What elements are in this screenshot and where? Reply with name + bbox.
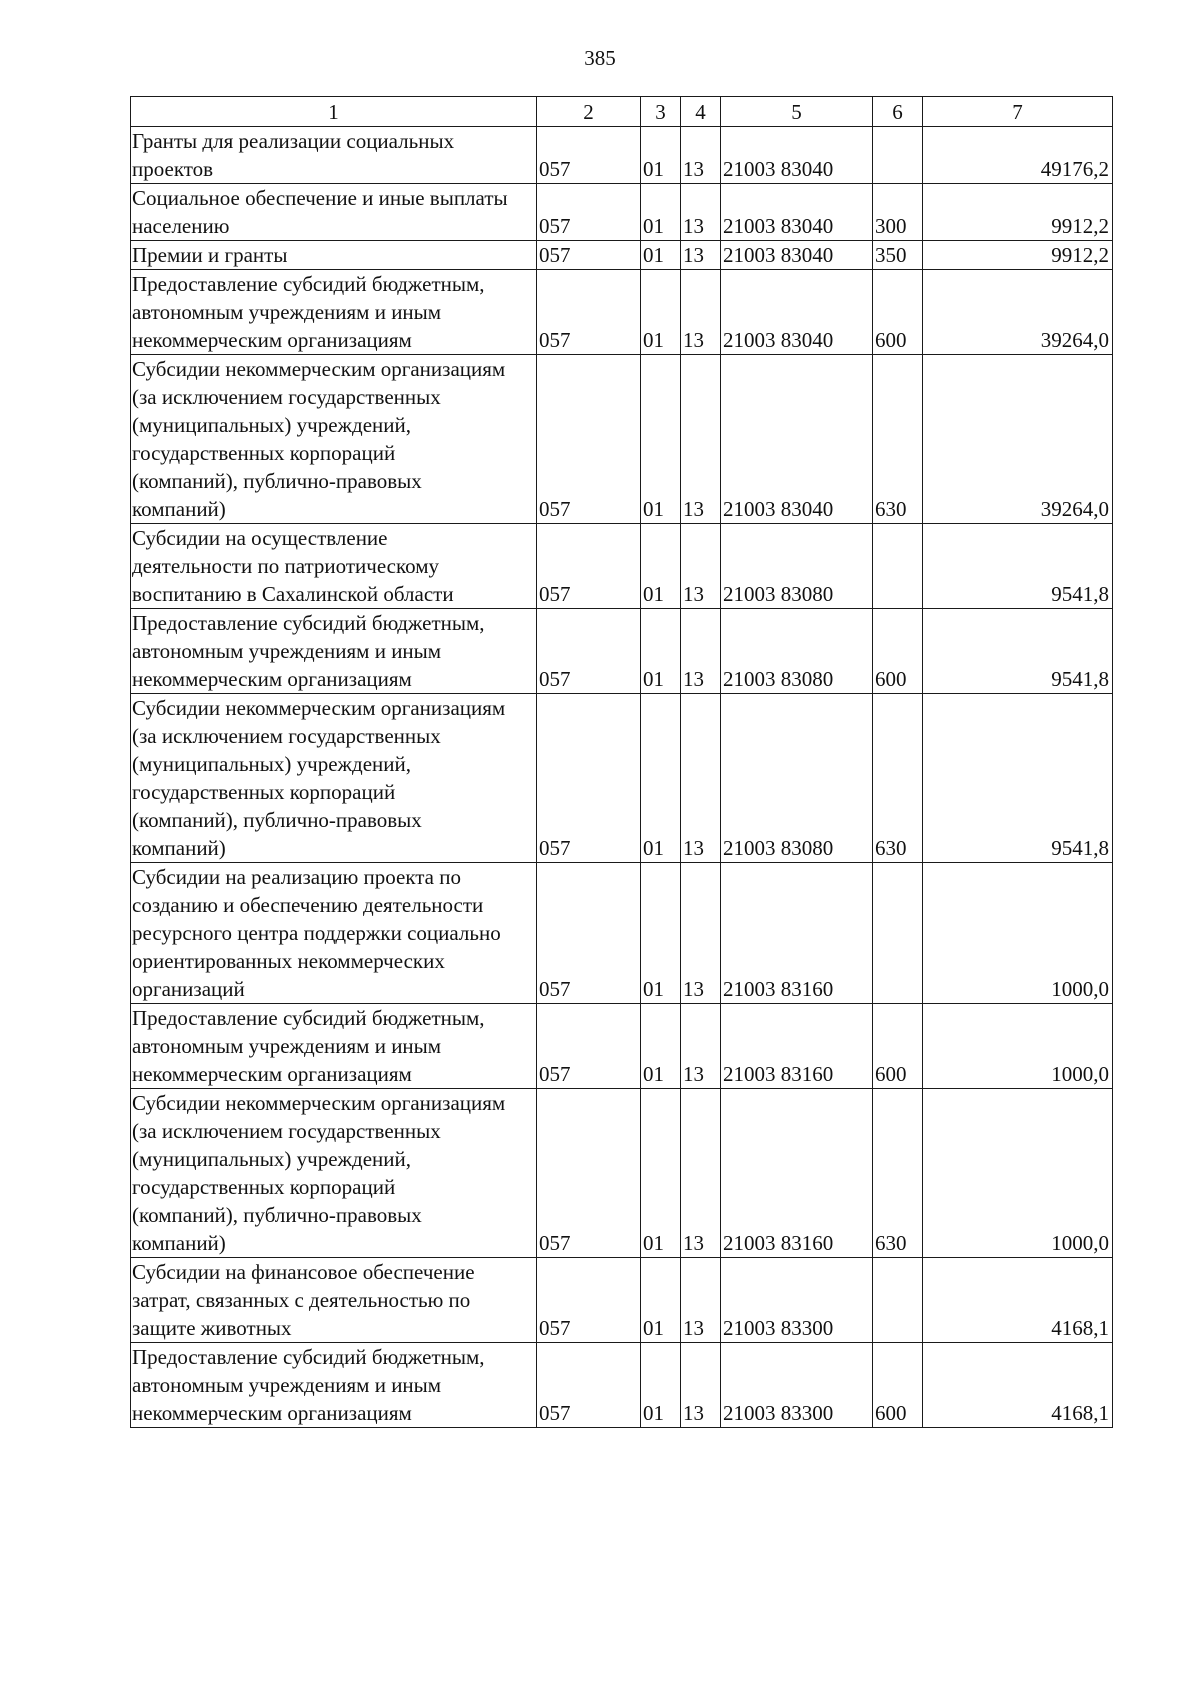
page-number: 385: [584, 46, 616, 70]
row-ministry-code: 057: [537, 1343, 641, 1428]
row-ministry-code: 057: [537, 127, 641, 184]
row-section-code: 01: [641, 1089, 681, 1258]
row-ministry-code: 057: [537, 270, 641, 355]
row-target-article-code: 21003 83040: [721, 184, 873, 241]
row-target-article-code: 21003 83300: [721, 1343, 873, 1428]
row-target-article-code: 21003 83040: [721, 270, 873, 355]
row-amount: 39264,0: [923, 270, 1113, 355]
row-subsection-code: 13: [681, 1258, 721, 1343]
header-row: [131, 97, 1113, 127]
row-name: Субсидии на осуществление деятельности по патриотическому воспитанию в Сахалинской области: [131, 524, 537, 609]
row-target-article-code: 21003 83300: [721, 1258, 873, 1343]
row-subsection-code: 13: [681, 241, 721, 270]
table-row: [131, 609, 1113, 694]
row-ministry-code: 057: [537, 1004, 641, 1089]
row-expense-type-code: 350: [873, 241, 923, 270]
row-section-code: 01: [641, 863, 681, 1004]
row-subsection-code: 13: [681, 1004, 721, 1089]
row-name: Субсидии на финансовое обеспечение затрат, связанных с деятельностью по защите животных: [131, 1258, 537, 1343]
row-ministry-code: 057: [537, 355, 641, 524]
row-amount: 9541,8: [923, 694, 1113, 863]
row-section-code: 01: [641, 1004, 681, 1089]
table-row: [131, 1089, 1113, 1258]
row-name: Субсидии некоммерческим организациям (за исключением государственных (муниципальных) учреждений, государственных корпораций (компаний), публично-правовых компаний): [131, 694, 537, 863]
row-expense-type-code: 630: [873, 694, 923, 863]
row-expense-type-code: 630: [873, 1089, 923, 1258]
table-body: [131, 127, 1113, 1428]
row-subsection-code: 13: [681, 1089, 721, 1258]
row-expense-type-code: 600: [873, 1343, 923, 1428]
row-ministry-code: 057: [537, 1258, 641, 1343]
row-subsection-code: 13: [681, 609, 721, 694]
row-amount: 1000,0: [923, 1089, 1113, 1258]
row-amount: 4168,1: [923, 1343, 1113, 1428]
header-col-3: 3: [641, 97, 681, 127]
row-amount: 9912,2: [923, 241, 1113, 270]
row-subsection-code: 13: [681, 355, 721, 524]
header-col-2: 2: [537, 97, 641, 127]
table-row: [131, 127, 1113, 184]
row-expense-type-code: 600: [873, 1004, 923, 1089]
row-section-code: 01: [641, 270, 681, 355]
row-name: Субсидии на реализацию проекта по созданию и обеспечению деятельности ресурсного центра поддержки социально ориентированных некоммерческих организаций: [131, 863, 537, 1004]
row-target-article-code: 21003 83040: [721, 355, 873, 524]
table-row: [131, 1343, 1113, 1428]
row-subsection-code: 13: [681, 184, 721, 241]
header-col-1: 1: [131, 97, 537, 127]
row-name: Предоставление субсидий бюджетным, автономным учреждениям и иным некоммерческим организациям: [131, 1004, 537, 1089]
row-section-code: 01: [641, 609, 681, 694]
row-target-article-code: 21003 83160: [721, 1089, 873, 1258]
row-amount: 1000,0: [923, 1004, 1113, 1089]
row-expense-type-code: 300: [873, 184, 923, 241]
row-subsection-code: 13: [681, 270, 721, 355]
row-subsection-code: 13: [681, 1343, 721, 1428]
table-row: [131, 355, 1113, 524]
row-expense-type-code: [873, 524, 923, 609]
row-ministry-code: 057: [537, 1089, 641, 1258]
table-row: [131, 184, 1113, 241]
table-header: [131, 97, 1113, 127]
row-ministry-code: 057: [537, 694, 641, 863]
header-col-7: 7: [923, 97, 1113, 127]
row-name: Социальное обеспечение и иные выплаты населению: [131, 184, 537, 241]
row-name: Предоставление субсидий бюджетным, автономным учреждениям и иным некоммерческим организациям: [131, 609, 537, 694]
row-name: Предоставление субсидий бюджетным, автономным учреждениям и иным некоммерческим организациям: [131, 270, 537, 355]
row-section-code: 01: [641, 184, 681, 241]
row-expense-type-code: [873, 863, 923, 1004]
row-section-code: 01: [641, 694, 681, 863]
row-amount: 9541,8: [923, 609, 1113, 694]
row-expense-type-code: 630: [873, 355, 923, 524]
table-row: [131, 241, 1113, 270]
row-name: Гранты для реализации социальных проектов: [131, 127, 537, 184]
row-expense-type-code: 600: [873, 609, 923, 694]
row-amount: 49176,2: [923, 127, 1113, 184]
row-amount: 39264,0: [923, 355, 1113, 524]
row-name: Субсидии некоммерческим организациям (за исключением государственных (муниципальных) учреждений, государственных корпораций (компаний), публично-правовых компаний): [131, 1089, 537, 1258]
row-section-code: 01: [641, 524, 681, 609]
row-section-code: 01: [641, 355, 681, 524]
table-row: [131, 1258, 1113, 1343]
row-target-article-code: 21003 83160: [721, 1004, 873, 1089]
row-target-article-code: 21003 83160: [721, 863, 873, 1004]
row-subsection-code: 13: [681, 524, 721, 609]
table-row: [131, 270, 1113, 355]
row-ministry-code: 057: [537, 241, 641, 270]
row-subsection-code: 13: [681, 863, 721, 1004]
row-amount: 9912,2: [923, 184, 1113, 241]
row-amount: 9541,8: [923, 524, 1113, 609]
row-ministry-code: 057: [537, 863, 641, 1004]
row-name: Субсидии некоммерческим организациям (за исключением государственных (муниципальных) учреждений, государственных корпораций (компаний), публично-правовых компаний): [131, 355, 537, 524]
table-row: [131, 1004, 1113, 1089]
row-expense-type-code: [873, 127, 923, 184]
row-name: Предоставление субсидий бюджетным, автономным учреждениям и иным некоммерческим организациям: [131, 1343, 537, 1428]
row-ministry-code: 057: [537, 524, 641, 609]
row-amount: 4168,1: [923, 1258, 1113, 1343]
row-name: Премии и гранты: [131, 241, 537, 270]
row-section-code: 01: [641, 127, 681, 184]
row-section-code: 01: [641, 241, 681, 270]
row-target-article-code: 21003 83040: [721, 127, 873, 184]
table-row: [131, 524, 1113, 609]
row-section-code: 01: [641, 1343, 681, 1428]
row-subsection-code: 13: [681, 127, 721, 184]
row-ministry-code: 057: [537, 609, 641, 694]
row-section-code: 01: [641, 1258, 681, 1343]
budget-table: [130, 96, 1113, 1428]
row-amount: 1000,0: [923, 863, 1113, 1004]
row-expense-type-code: 600: [873, 270, 923, 355]
header-col-4: 4: [681, 97, 721, 127]
table-row: [131, 863, 1113, 1004]
row-subsection-code: 13: [681, 694, 721, 863]
row-target-article-code: 21003 83080: [721, 694, 873, 863]
row-ministry-code: 057: [537, 184, 641, 241]
row-expense-type-code: [873, 1258, 923, 1343]
header-col-6: 6: [873, 97, 923, 127]
row-target-article-code: 21003 83080: [721, 609, 873, 694]
row-target-article-code: 21003 83040: [721, 241, 873, 270]
header-col-5: 5: [721, 97, 873, 127]
row-target-article-code: 21003 83080: [721, 524, 873, 609]
table-row: [131, 694, 1113, 863]
